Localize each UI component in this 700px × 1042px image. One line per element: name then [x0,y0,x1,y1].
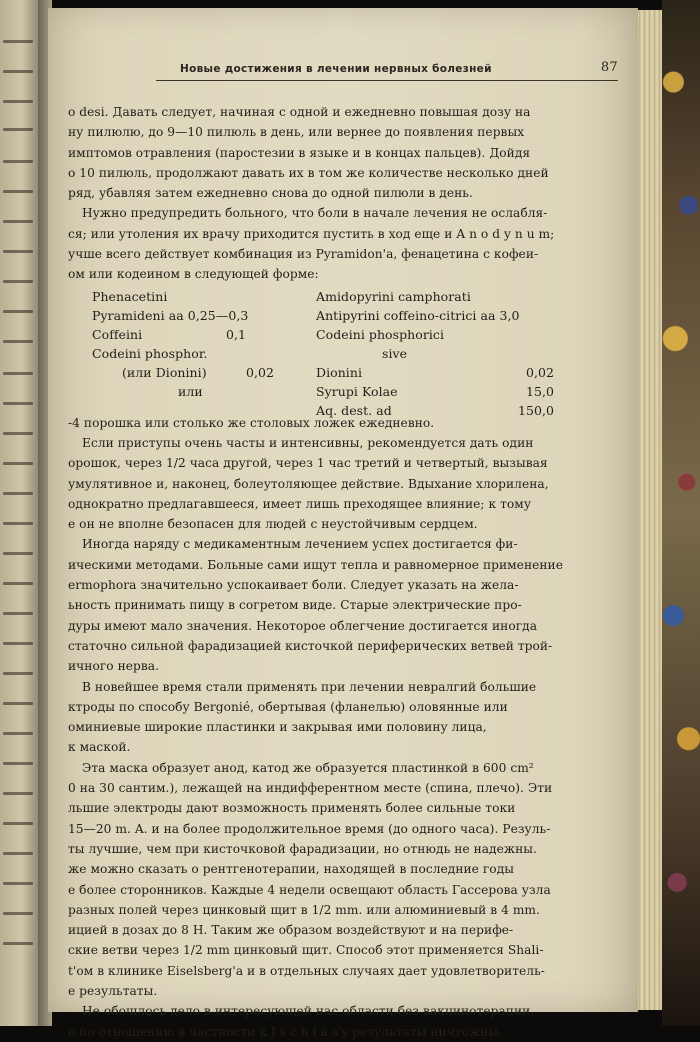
rx-right-line: Antipyrini coffeino-citrici aa 3,0 [316,307,520,323]
rx-right-dose: 0,02 [526,364,555,380]
rx-left-dose: 0,1 [226,326,247,342]
text-line: оминиевые широкие пластинки и закрывая ими половину лица, [68,720,487,735]
text-line: ьность принимать пищу в согретом виде. Старые электрические про- [68,598,522,613]
rx-left-dose: 0,02 [246,364,275,380]
text-line: о 10 пилюль, продолжают давать их в том же количестве несколько дней [68,165,549,180]
text-line: ом или кодеином в следующей форме: [68,267,319,282]
text-line: -4 порошка или столько же столовых ложек ежедневно. [68,415,435,430]
text-line: 0 на 30 сантим.), лежащей на индифферентном месте (спина, плечо). Эти [68,781,553,796]
rx-right-line: Codeini phosphorici [316,326,445,342]
rx-right-dose: 150,0 [518,402,555,418]
text-line: орошок, через 1/2 часа другой, через 1 час третий и четвертый, вызывая [68,456,548,471]
text-line: е результаты. [68,983,158,998]
rx-right-line: Aq. dest. ad [316,402,392,418]
text-line: ицией в дозах до 8 H. Таким же образом воздействуют и на перифе- [68,923,514,938]
text-line: умулятивное и, наконец, болеутоляющее действие. Вдыхание хлорилена, [68,476,549,491]
page-body [68,102,624,1042]
text-line: 15—20 m. A. и на более продолжительное время (до одного часа). Резуль- [68,821,551,836]
text-line: ся; или утоления их врачу приходится пустить в ход еще и A n o d y n u m; [68,226,555,241]
text-line: ские ветви через 1/2 mm цинковый щит. Способ этот применяется Shali- [68,943,544,958]
text-line: ряд, убавляя затем ежедневно снова до одной пилюли в день. [68,186,473,201]
text-line: же можно сказать о рентгенотерапии, находящей в последние годы [68,862,514,877]
rx-left-line: Pyramideni aa 0,25—0,3 [92,307,249,323]
text-line: к маской. [68,740,131,755]
text-line: имптомов отравления (паростезии в языке и в концах пальцев). Дойдя [68,145,531,160]
left-page-edge [0,0,40,1026]
rx-right-line: sive [382,345,408,361]
text-line: е более сторонников. Каждые 4 недели освещают область Гассерова узла [68,882,551,897]
text-line: ическими методами. Больные сами ищут тепла и равномерное применение [68,557,563,572]
text-line: Иногда наряду с медикаментным лечением успех достигается фи- [82,537,518,552]
page-block-edges [636,10,664,1010]
marbled-edge [662,0,700,1026]
text-line: дуры имеют мало значения. Некоторое облегчение достигается иногда [68,618,538,633]
text-line: Не обошлось дело в интересующей нас области без вакцинотерапии, [82,1004,535,1019]
text-line: ктроды по способу Bergonié, обертывая (фланелью) оловянные или [68,699,508,714]
rx-left-line: Codeini phosphor. [92,345,208,361]
page-number: 87 [600,60,618,75]
rx-left-line: Coffeini [92,326,143,342]
text-line: о по отношению в частности к I s c h i a s'y результаты ничтожны. [68,1024,503,1039]
text-line: учше всего действует комбинация из Pyramidon'a, фенацетина с кофеи- [68,247,539,262]
text-line: Эта маска образует анод, катод же образуется пластинкой в 600 cm² [82,760,534,775]
rx-right-line: Dionini [316,364,362,380]
text-line: статочно сильной фарадизацией кисточкой периферических ветвей трой- [68,638,553,653]
text-line: В новейшее время стали применять при лечении невралгий большие [82,679,537,694]
rx-right-dose: 15,0 [526,383,555,399]
header-rule [156,80,618,81]
text-line: ну пилюлю, до 9—10 пилюль в день, или вернее до появления первых [68,125,525,140]
text-line: ичного нерва. [68,659,160,674]
rx-left-line: (или Dionini) [122,364,207,380]
text-line: льшие электроды дают возможность применять более сильные токи [68,801,516,816]
rx-left-line: или [178,383,203,399]
running-head [168,60,618,80]
rx-right-line: Amidopyrini camphorati [316,288,471,304]
text-line: Если приступы очень часты и интенсивны, рекомендуется дать один [82,435,534,450]
book-page [48,8,638,1039]
text-line: однократно предлагавшееся, имеет лишь преходящее влияние; к тому [68,496,532,511]
text-line: Нужно предупредить больного, что боли в начале лечения не ослабля- [82,206,548,221]
running-head-title: Новые достижения в лечении нервных болезней [180,63,492,75]
text-line: ты лучшие, чем при кисточковой фарадизации, но отнюдь не надежны. [68,841,537,856]
text-line: t'ом в клинике Eiselsberg'a и в отдельных случаях дает удовлетворитель- [68,963,545,978]
text-line: разных полей через цинковый щит в 1/2 mm. или алюминиевый в 4 mm. [68,902,540,917]
rx-right-line: Syrupi Kolae [316,383,398,399]
text-line: ermophora значительно успокаивает боли. Следует указать на жела- [68,578,519,593]
text-line: е он не вполне безопасен для людей с неустойчивым сердцем. [68,517,478,532]
prescription-block [68,287,624,418]
text-line: o desi. Давать следует, начиная с одной и ежедневно повышая дозу на [68,105,531,119]
rx-left-line: Phenacetini [92,288,168,304]
